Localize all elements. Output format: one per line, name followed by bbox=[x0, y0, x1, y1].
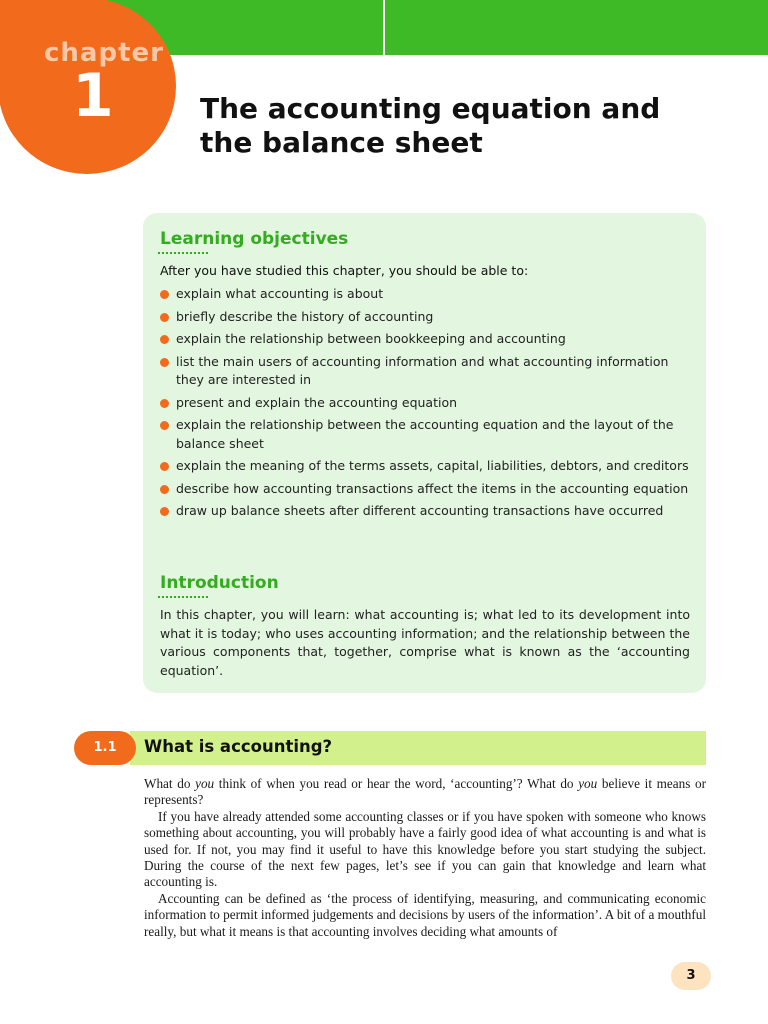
text-run: believe it means or represents? bbox=[144, 776, 706, 808]
page-number: 3 bbox=[671, 962, 711, 990]
heading-dotted-rule bbox=[158, 596, 208, 598]
introduction-heading: Introduction bbox=[160, 573, 279, 593]
emphasis: you bbox=[578, 776, 598, 791]
bullet-icon bbox=[160, 290, 169, 299]
text-run: What do bbox=[144, 776, 196, 791]
paragraph bbox=[144, 776, 706, 809]
bullet-icon bbox=[160, 507, 169, 516]
list-item bbox=[160, 457, 700, 476]
top-bar-divider bbox=[383, 0, 385, 55]
chapter-title-line-1: The accounting equation and bbox=[200, 92, 661, 125]
emphasis: you bbox=[195, 776, 215, 791]
list-item bbox=[160, 394, 700, 413]
bullet-icon bbox=[160, 313, 169, 322]
paragraph: Accounting can be defined as ‘the process of identifying, measuring, and communicating economic information to permit informed judgements and decisions by users of the information’. A bit of a mouthful really, but what it means is that accounting involves deciding what amounts of bbox=[144, 890, 706, 939]
bullet-icon bbox=[160, 399, 169, 408]
objective-text: explain the meaning of the terms assets, capital, liabilities, debtors, and creditors bbox=[176, 458, 689, 473]
list-item bbox=[160, 330, 700, 349]
bullet-icon bbox=[160, 485, 169, 494]
bullet-icon bbox=[160, 462, 169, 471]
objective-text: present and explain the accounting equation bbox=[176, 394, 458, 410]
chapter-title bbox=[200, 92, 720, 160]
chapter-label: chapter bbox=[44, 38, 164, 68]
objectives-list bbox=[160, 285, 700, 525]
bullet-icon bbox=[160, 358, 169, 367]
objective-text: explain the relationship between the accounting equation and the layout of the balance sheet bbox=[176, 417, 674, 451]
learning-objectives-heading: Learning objectives bbox=[160, 229, 349, 249]
objective-text: list the main users of accounting information and what accounting information they are interested in bbox=[176, 353, 669, 387]
list-item bbox=[160, 353, 700, 390]
list-item bbox=[160, 416, 700, 453]
bullet-icon bbox=[160, 421, 169, 430]
bullet-icon bbox=[160, 335, 169, 344]
chapter-title-line-2: the balance sheet bbox=[200, 126, 483, 159]
objective-text: explain the relationship between bookkeeping and accounting bbox=[176, 331, 566, 346]
objective-text: briefly describe the history of accounting bbox=[176, 308, 434, 324]
introduction-text: In this chapter, you will learn: what accounting is; what led to its development into what it is today; who uses accounting information; and the relationship between the various components that, together, comprise what is known as the ‘accounting equation’. bbox=[160, 607, 690, 678]
list-item bbox=[160, 285, 700, 304]
objective-text: explain what accounting is about bbox=[176, 286, 384, 301]
list-item bbox=[160, 308, 700, 327]
section-body bbox=[144, 776, 706, 940]
objective-text: draw up balance sheets after different accounting transactions have occurred bbox=[176, 503, 664, 518]
objective-text: describe how accounting transactions affect the items in the accounting equation bbox=[176, 480, 689, 496]
section-number: 1.1 bbox=[74, 731, 136, 765]
paragraph: If you have already attended some accounting classes or if you have spoken with someone who knows something about accounting, you will probably have a fairly good idea of what accounting is and what is used for. If not, you may find it useful to have this knowledge before you start studying the subject. During the course of the next few pages, let’s see if you can gain that knowledge and learn what accounting is. bbox=[144, 808, 706, 890]
section-title: What is accounting? bbox=[144, 737, 333, 756]
list-item bbox=[160, 502, 700, 521]
list-item bbox=[160, 480, 700, 499]
chapter-number: 1 bbox=[72, 61, 114, 131]
objectives-intro: After you have studied this chapter, you should be able to: bbox=[160, 263, 529, 278]
heading-dotted-rule bbox=[158, 252, 208, 254]
text-run: think of when you read or hear the word, ‘accounting’? What do bbox=[214, 776, 579, 791]
